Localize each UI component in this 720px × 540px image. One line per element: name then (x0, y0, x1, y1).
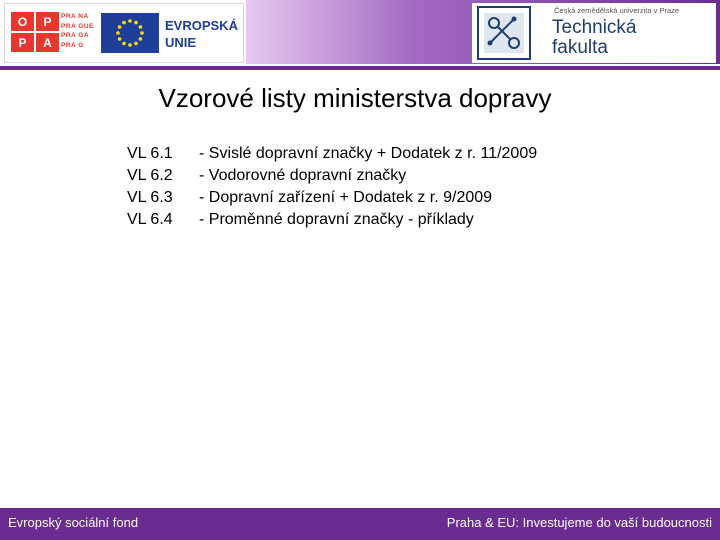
item-code: VL 6.1 (127, 145, 173, 162)
footer-left-text: Evropský sociální fond (8, 515, 139, 530)
oppa-logo (11, 12, 59, 52)
item-code: VL 6.3 (127, 189, 173, 206)
oppa-letter: A (36, 33, 59, 52)
item-description: - Proměnné dopravní značky - příklady (199, 211, 474, 228)
technicka-fakulta-logo (472, 3, 716, 63)
oppa-letter: P (11, 33, 34, 52)
oppa-eu-logo (4, 3, 244, 63)
oppa-letter: O (11, 12, 34, 31)
university-name: Česká zemědělská univerzita v Praze (554, 6, 680, 15)
slide-title: Vzorové listy ministerstva dopravy (158, 83, 552, 113)
item-description: - Dopravní zařízení + Dodatek z r. 9/2009 (199, 189, 493, 206)
eu-text-line1: EVROPSKÁ (165, 18, 238, 33)
praha-row: PRA G (61, 41, 84, 49)
faculty-name (552, 18, 637, 58)
faculty-name-line2: fakulta (552, 37, 608, 58)
item-description: - Svislé dopravní značky + Dodatek z r. 11/2009 (199, 145, 538, 162)
footer (0, 508, 720, 540)
praha-logo (61, 12, 97, 52)
eu-text (165, 17, 238, 51)
item-code: VL 6.2 (127, 167, 173, 184)
praha-row: PRA NA (61, 13, 89, 20)
footer-right-text: Praha & EU: Investujeme do vaší budoucnosti (446, 515, 712, 530)
eu-flag-icon (101, 13, 159, 53)
praha-row: PRA GUE (61, 22, 94, 30)
item-code: VL 6.4 (127, 211, 173, 228)
praha-row: PRA GA (61, 32, 90, 40)
faculty-emblem-icon (476, 5, 532, 61)
header-divider (0, 66, 720, 70)
oppa-letter: P (36, 12, 59, 31)
eu-text-line2: UNIE (165, 35, 197, 50)
item-description: - Vodorovné dopravní značky (199, 167, 407, 184)
header (0, 0, 720, 72)
faculty-name-line1: Technická (552, 17, 637, 38)
